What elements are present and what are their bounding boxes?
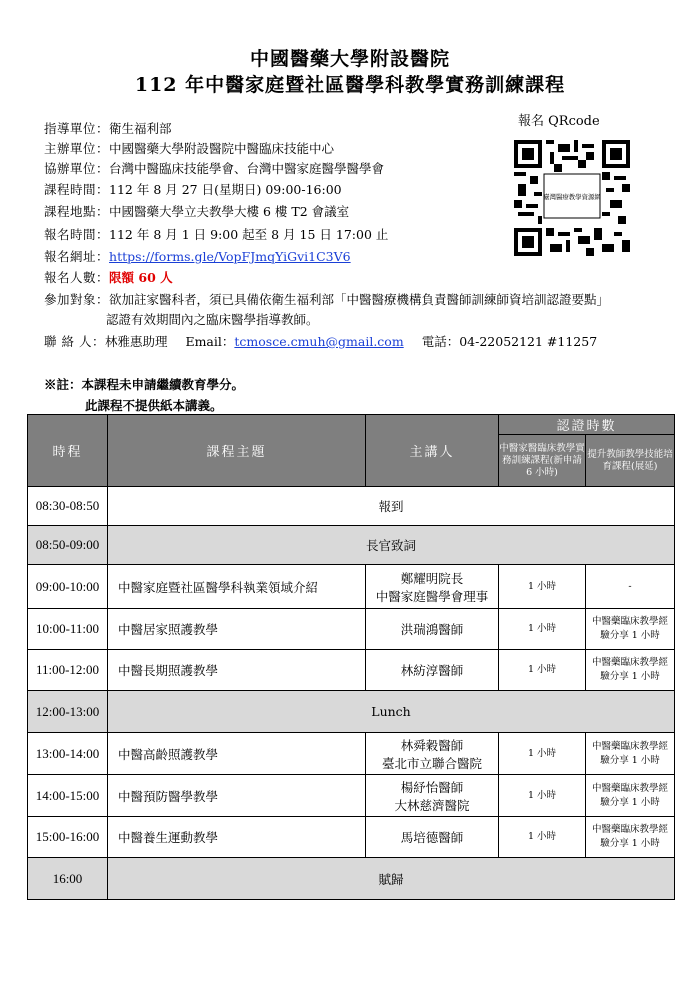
header-time: 時程 bbox=[28, 415, 108, 487]
schedule-table bbox=[27, 414, 675, 900]
table-row: 08:50-09:00 長官致詞 bbox=[28, 526, 675, 565]
header-topic: 課程主題 bbox=[108, 415, 366, 487]
header-credit-a: 中醫家醫臨床教學實務訓練課程(新申請 6 小時) bbox=[499, 435, 586, 487]
page-title: 中國醫藥大學附設醫院 bbox=[249, 48, 450, 70]
course-time-row: 課程時間：112 年 8 月 27 日(星期日) 09:00-16:00 bbox=[44, 182, 342, 197]
table-row: 14:00-15:00 中醫預防醫學教學 楊紓怡醫師 大林慈濟醫院 1 小時 中醫藥臨床教學經 驗分享 1 小時 bbox=[28, 775, 675, 817]
co-organizer-row: 協辦單位：台灣中醫臨床技能學會、台灣中醫家庭醫學醫學會 bbox=[44, 161, 385, 176]
guidance-row: 指導單位：衛生福利部 bbox=[44, 121, 172, 136]
table-row: 15:00-16:00 中醫養生運動教學 馬培德醫師 1 小時 中醫藥臨床教學經 驗分享 1 小時 bbox=[28, 817, 675, 858]
capacity-value: 限額 60 人 bbox=[109, 270, 173, 285]
capacity-row: 報名人數：限額 60 人 bbox=[44, 270, 173, 285]
table-row: 13:00-14:00 中醫高齡照護教學 林舜穀醫師 臺北市立聯合醫院 1 小時 中醫藥臨床教學經 驗分享 1 小時 bbox=[28, 733, 675, 775]
audience-row: 參加對象：欲加註家醫科者，須已具備依衛生福利部「中醫醫療機構負責醫師訓練師資培訓認證要點」 bbox=[44, 292, 610, 307]
header-credit-b: 提升教師教學技能培育課程(展延) bbox=[586, 435, 675, 487]
header-credit: 認證時數 bbox=[499, 415, 675, 435]
table-row: 09:00-10:00 中醫家庭暨社區醫學科執業領域介紹 鄭耀明院長 中醫家庭醫學會理事 1 小時 - bbox=[28, 565, 675, 609]
table-row: 11:00-12:00 中醫長期照護教學 林紡淳醫師 1 小時 中醫藥臨床教學經 驗分享 1 小時 bbox=[28, 650, 675, 691]
contact-row: 聯 絡 人：林雅惠助理 Email：tcmosce.cmuh@gmail.com 電話：04-22052121 #11257 bbox=[44, 334, 598, 349]
header-speaker: 主講人 bbox=[366, 415, 499, 487]
contact-email-link[interactable]: tcmosce.cmuh@gmail.com bbox=[234, 334, 404, 349]
registration-qr-code[interactable] bbox=[514, 140, 630, 256]
registration-link[interactable]: https://forms.gle/VopFJmqYiGvi1C3V6 bbox=[109, 249, 351, 264]
table-row: 10:00-11:00 中醫居家照護教學 洪瑞鴻醫師 1 小時 中醫藥臨床教學經 驗分享 1 小時 bbox=[28, 609, 675, 650]
course-title: 112 年中醫家庭暨社區醫學科教學實務訓練課程 bbox=[134, 74, 566, 96]
venue-row: 課程地點：中國醫藥大學立夫教學大樓 6 樓 T2 會議室 bbox=[44, 204, 350, 219]
qr-caption: 臺灣醫療教學資源網 bbox=[543, 193, 601, 202]
note-credits: ※註：本課程未申請繼續教育學分。 bbox=[44, 377, 245, 392]
table-row: 16:00 賦歸 bbox=[28, 858, 675, 900]
qr-label: 報名 QRcode bbox=[518, 114, 600, 129]
registration-url-row: 報名網址：https://forms.gle/VopFJmqYiGvi1C3V6 bbox=[44, 249, 351, 264]
table-row: 08:30-08:50 報到 bbox=[28, 487, 675, 526]
registration-time-row: 報名時間：112 年 8 月 1 日 9:00 起至 8 月 15 日 17:00 止 bbox=[44, 227, 389, 242]
note-handouts: 此課程不提供紙本講義。 bbox=[85, 398, 223, 413]
audience-row-2: 認證有效期間內之臨床醫學指導教師。 bbox=[106, 312, 319, 327]
organizer-row: 主辦單位：中國醫藥大學附設醫院中醫臨床技能中心 bbox=[44, 141, 335, 156]
table-row: 12:00-13:00 Lunch bbox=[28, 691, 675, 733]
